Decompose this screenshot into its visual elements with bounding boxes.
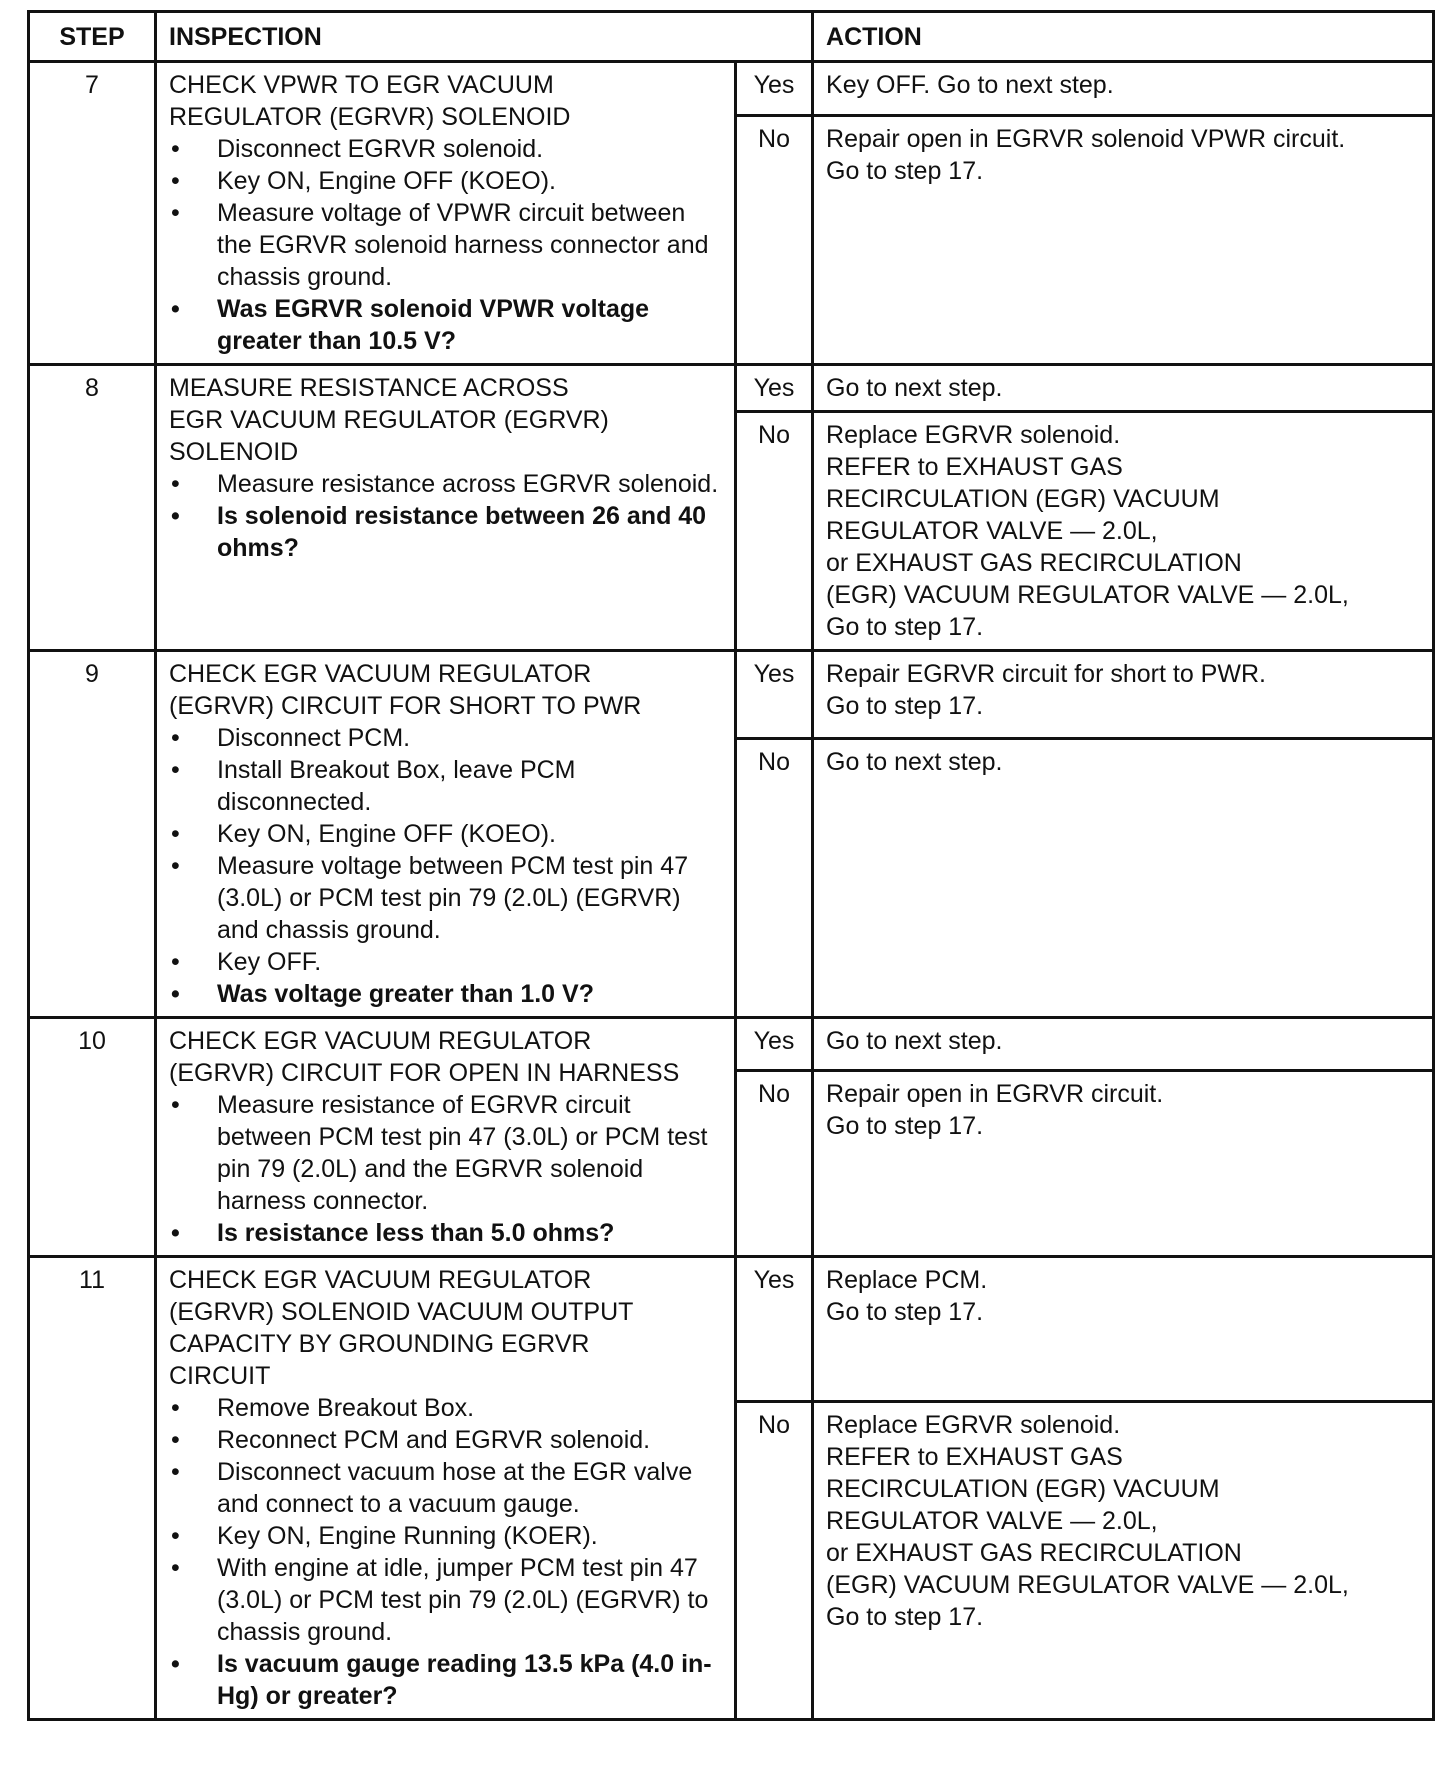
no-label: No [736,1402,813,1720]
inspection-bullet: • Key ON, Engine OFF (KOEO). [169,165,726,197]
diagnostic-table [27,10,1435,1721]
inspection-bullet: • Measure voltage of VPWR circuit between the EGRVR solenoid harness connector and chassis ground. [169,197,726,293]
inspection-title-line: REGULATOR (EGRVR) SOLENOID [169,103,571,131]
step-number: 9 [29,651,156,1018]
inspection-title-line: CHECK EGR VACUUM REGULATOR [169,1027,592,1055]
yes-action-line: Repair EGRVR circuit for short to PWR. [826,660,1266,688]
no-action-line: REGULATOR VALVE — 2.0L, [826,517,1158,545]
no-action [813,1071,1434,1257]
inspection-question: • Is solenoid resistance between 26 and 40 ohms? [169,500,726,564]
no-action-line: REGULATOR VALVE — 2.0L, [826,1507,1158,1536]
header-action: ACTION [813,12,1434,62]
inspection-bullet: • With engine at idle, jumper PCM test pin 47 (3.0L) or PCM test pin 79 (2.0L) (EGRVR) to chassis ground. [169,1552,726,1648]
no-label: No [736,115,813,364]
no-action [813,739,1434,1018]
step-number: 10 [29,1018,156,1257]
inspection-title-line: (EGRVR) CIRCUIT FOR SHORT TO PWR [169,692,642,720]
no-action-line: REFER to EXHAUST GAS [826,1443,1123,1472]
inspection-cell [156,651,736,1018]
yes-label: Yes [736,651,813,739]
inspection-bullet: • Remove Breakout Box. [169,1392,726,1424]
yes-label: Yes [736,365,813,412]
inspection-bullet: • Reconnect PCM and EGRVR solenoid. [169,1424,726,1456]
inspection-title [169,1025,726,1089]
table-row [29,1257,1434,1402]
inspection-bullet: • Key ON, Engine OFF (KOEO). [169,818,726,850]
no-action-line: (EGR) VACUUM REGULATOR VALVE — 2.0L, [826,581,1349,609]
inspection-bullets [169,722,726,1010]
inspection-bullet: • Measure resistance across EGRVR solenoid. [169,468,726,500]
yes-action [813,62,1434,116]
inspection-title-line: CIRCUIT [169,1362,271,1390]
inspection-title [169,69,726,133]
no-action-line: Replace EGRVR solenoid. [826,1411,1121,1440]
inspection-title-line: CHECK EGR VACUUM REGULATOR [169,1266,592,1294]
no-action-line: (EGR) VACUUM REGULATOR VALVE — 2.0L, [826,1571,1349,1600]
no-action-line: Repair open in EGRVR solenoid VPWR circuit. [826,124,1346,153]
inspection-bullet: • Measure voltage between PCM test pin 47 (3.0L) or PCM test pin 79 (2.0L) (EGRVR) and chassis ground. [169,850,726,946]
yes-action [813,365,1434,412]
yes-label: Yes [736,1257,813,1402]
inspection-title [169,658,726,722]
inspection-question: • Was EGRVR solenoid VPWR voltage greater than 10.5 V? [169,293,726,357]
yes-action-line: Go to step 17. [826,692,984,720]
inspection-cell [156,62,736,365]
no-label: No [736,1071,813,1257]
inspection-title-line: CAPACITY BY GROUNDING EGRVR [169,1330,590,1358]
header-step: STEP [29,12,156,62]
inspection-bullet: • Disconnect EGRVR solenoid. [169,133,726,165]
table-row [29,651,1434,739]
inspection-cell [156,365,736,651]
table-row [29,365,1434,412]
no-action-line: or EXHAUST GAS RECIRCULATION [826,1539,1242,1568]
no-action-line: or EXHAUST GAS RECIRCULATION [826,549,1242,577]
no-action-line: Go to step 17. [826,613,984,641]
inspection-title-line: CHECK VPWR TO EGR VACUUM [169,71,554,99]
inspection-bullet: • Measure resistance of EGRVR circuit between PCM test pin 47 (3.0L) or PCM test pin 79 (2.0L) and the EGRVR solenoid harness connector. [169,1089,726,1217]
no-action-line: REFER to EXHAUST GAS [826,453,1123,481]
step-number: 11 [29,1257,156,1720]
inspection-bullet: • Key ON, Engine Running (KOER). [169,1520,726,1552]
inspection-title-line: (EGRVR) SOLENOID VACUUM OUTPUT [169,1298,634,1326]
no-label: No [736,412,813,651]
yes-action [813,1018,1434,1071]
table-row [29,1018,1434,1071]
inspection-bullets [169,1089,726,1249]
yes-action-line: Go to step 17. [826,1298,984,1326]
inspection-question: • Is vacuum gauge reading 13.5 kPa (4.0 in-Hg) or greater? [169,1648,726,1712]
yes-action-line: Go to next step. [826,374,1003,402]
no-action-line: Repair open in EGRVR circuit. [826,1080,1164,1109]
no-action [813,1402,1434,1720]
inspection-title-line: CHECK EGR VACUUM REGULATOR [169,660,592,688]
yes-label: Yes [736,62,813,116]
header-inspection: INSPECTION [156,12,813,62]
inspection-title [169,372,726,468]
no-action-line: RECIRCULATION (EGR) VACUUM [826,1475,1220,1504]
yes-label: Yes [736,1018,813,1071]
no-action-line: Go to next step. [826,748,1003,777]
inspection-bullets [169,133,726,357]
yes-action [813,1257,1434,1402]
inspection-title [169,1264,726,1392]
inspection-bullet: • Disconnect PCM. [169,722,726,754]
no-action-line: Replace EGRVR solenoid. [826,421,1121,449]
table-body [29,62,1434,1720]
yes-action [813,651,1434,739]
yes-action-line: Replace PCM. [826,1266,988,1294]
inspection-bullet: • Disconnect vacuum hose at the EGR valve and connect to a vacuum gauge. [169,1456,726,1520]
no-action-line: RECIRCULATION (EGR) VACUUM [826,485,1220,513]
inspection-question: • Was voltage greater than 1.0 V? [169,978,726,1010]
inspection-cell [156,1257,736,1720]
yes-action-line: Go to next step. [826,1027,1003,1055]
inspection-bullets [169,1392,726,1712]
table-row [29,62,1434,116]
inspection-title-line: EGR VACUUM REGULATOR (EGRVR) [169,406,609,434]
no-label: No [736,739,813,1018]
step-number: 8 [29,365,156,651]
no-action-line: Go to step 17. [826,156,984,185]
yes-action-line: Key OFF. Go to next step. [826,71,1114,99]
no-action [813,412,1434,651]
inspection-bullet: • Key OFF. [169,946,726,978]
no-action-line: Go to step 17. [826,1112,984,1141]
inspection-bullet: • Install Breakout Box, leave PCM disconnected. [169,754,726,818]
inspection-question: • Is resistance less than 5.0 ohms? [169,1217,726,1249]
header-row [29,12,1434,62]
inspection-title-line: (EGRVR) CIRCUIT FOR OPEN IN HARNESS [169,1059,680,1087]
inspection-title-line: SOLENOID [169,438,299,466]
inspection-bullets [169,468,726,564]
inspection-cell [156,1018,736,1257]
step-number: 7 [29,62,156,365]
no-action-line: Go to step 17. [826,1603,984,1632]
diagnostic-page [27,10,1432,1721]
no-action [813,115,1434,364]
inspection-title-line: MEASURE RESISTANCE ACROSS [169,374,569,402]
